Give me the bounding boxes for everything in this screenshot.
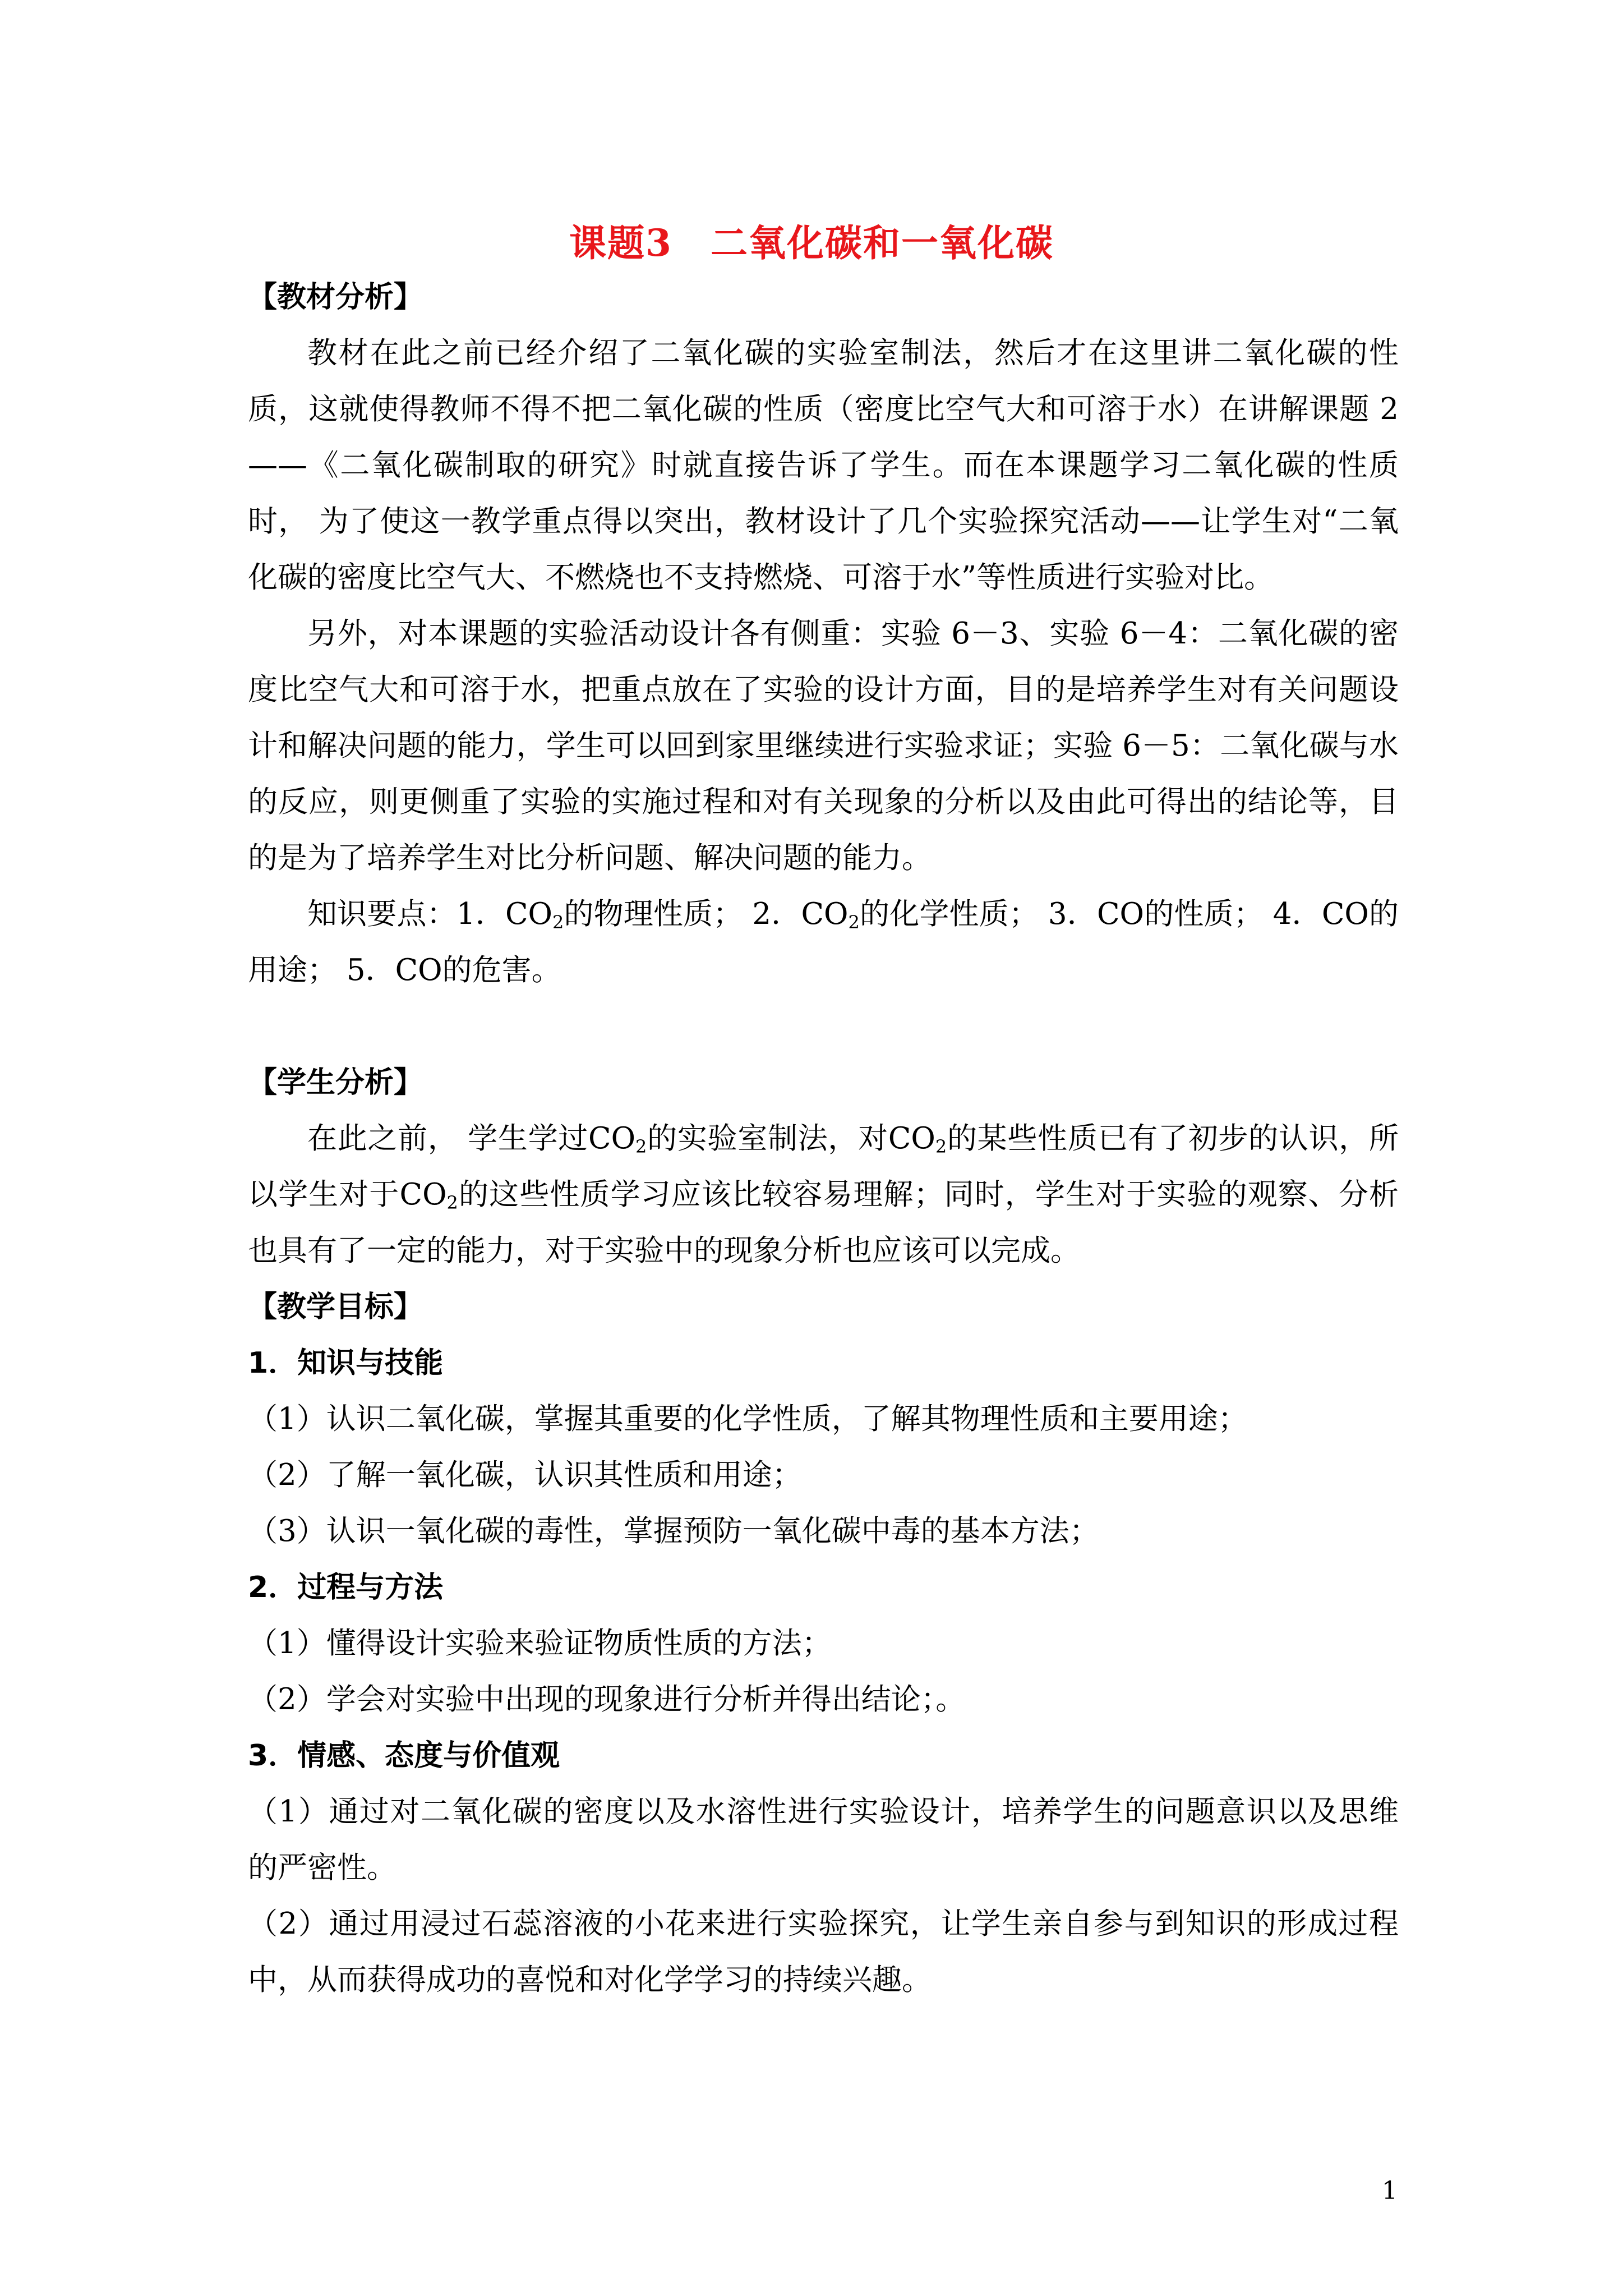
teaching-goals-section [248,1279,1399,2008]
goal-3-title: 3．情感、态度与价值观 [248,1739,560,1773]
student-analysis-section [248,1055,1399,1279]
textbook-analysis-paragraph-2: 另外，对本课题的实验活动设计各有侧重：实验 6－3、实验 6－4：二氧化碳的密度比空气大和可溶于水，把重点放在了实验的设计方面，目的是培养学生对有关问题设计和解决问题的能力，学生可以回到家里继续进行实验求证；实验 6－5：二氧化碳与水的反应，则更侧重了实验的实施过程和对有关现象的分析以及由此可得出的结论等，目的是为了培养学生对比分析问题、解决问题的能力。 [248,616,1399,875]
page-number: 1 [1382,2177,1398,2205]
student-analysis-heading: 【学生分析】 [248,1066,423,1099]
goal-1-title: 1．知识与技能 [248,1346,444,1380]
student-analysis-paragraph: 在此之前， 学生学过$CO_2$的实验室制法，对$CO_2$的某些性质已有了初步的认识，所以学生对于$CO_2$的这些性质学习应该比较容易理解；同时，学生对于实验的观察、分析也具有了一定的能力，对于实验中的现象分析也应该可以完成。 [248,1121,1399,1268]
goal-2-item: （1）懂得设计实验来验证物质性质的方法； [248,1626,832,1660]
textbook-analysis-heading: 【教材分析】 [248,280,423,314]
knowledge-points: 知识要点：1．$CO_2$的物理性质； 2．$CO_2$的化学性质； 3．CO的性质； 4．CO的用途； 5．CO的危害。 [248,897,1399,987]
teaching-goals-heading: 【教学目标】 [248,1290,423,1324]
goal-2-title: 2．过程与方法 [248,1571,444,1604]
textbook-analysis-paragraph-1: 教材在此之前已经介绍了二氧化碳的实验室制法，然后才在这里讲二氧化碳的性质，这就使得教师不得不把二氧化碳的性质（密度比空气大和可溶于水）在讲解课题 2——《二氧化碳制取的研究》时就直接告诉了学生。而在本课题学习二氧化碳的性质时， 为了使这一教学重点得以突出，教材设计了几个实验探究活动——让学生对“二氧化碳的密度比空气大、不燃烧也不支持燃烧、可溶于水”等性质进行实验对比。 [248,336,1399,595]
document-title: 课题3 二氧化碳和一氧化碳 [569,221,1054,265]
goal-2-item: （2）学会对实验中出现的现象进行分析并得出结论；。 [248,1682,966,1717]
goal-1-item: （2）了解一氧化碳，认识其性质和用途； [248,1458,802,1492]
goal-3-item: （2）通过用浸过石蕊溶液的小花来进行实验探究，让学生亲自参与到知识的形成过程 中，从而获得成功的喜悦和对化学学习的持续兴趣。 [248,1907,1399,1997]
goal-3-item: （1）通过对二氧化碳的密度以及水溶性进行实验设计，培养学生的问题意识以及思维 的严密性。 [248,1795,1399,1885]
goal-1-item: （3）认识一氧化碳的毒性，掌握预防一氧化碳中毒的基本方法； [248,1514,1099,1548]
goal-1-item: （1）认识二氧化碳，掌握其重要的化学性质，了解其物理性质和主要用途； [248,1402,1248,1436]
textbook-analysis-section [248,269,1399,999]
